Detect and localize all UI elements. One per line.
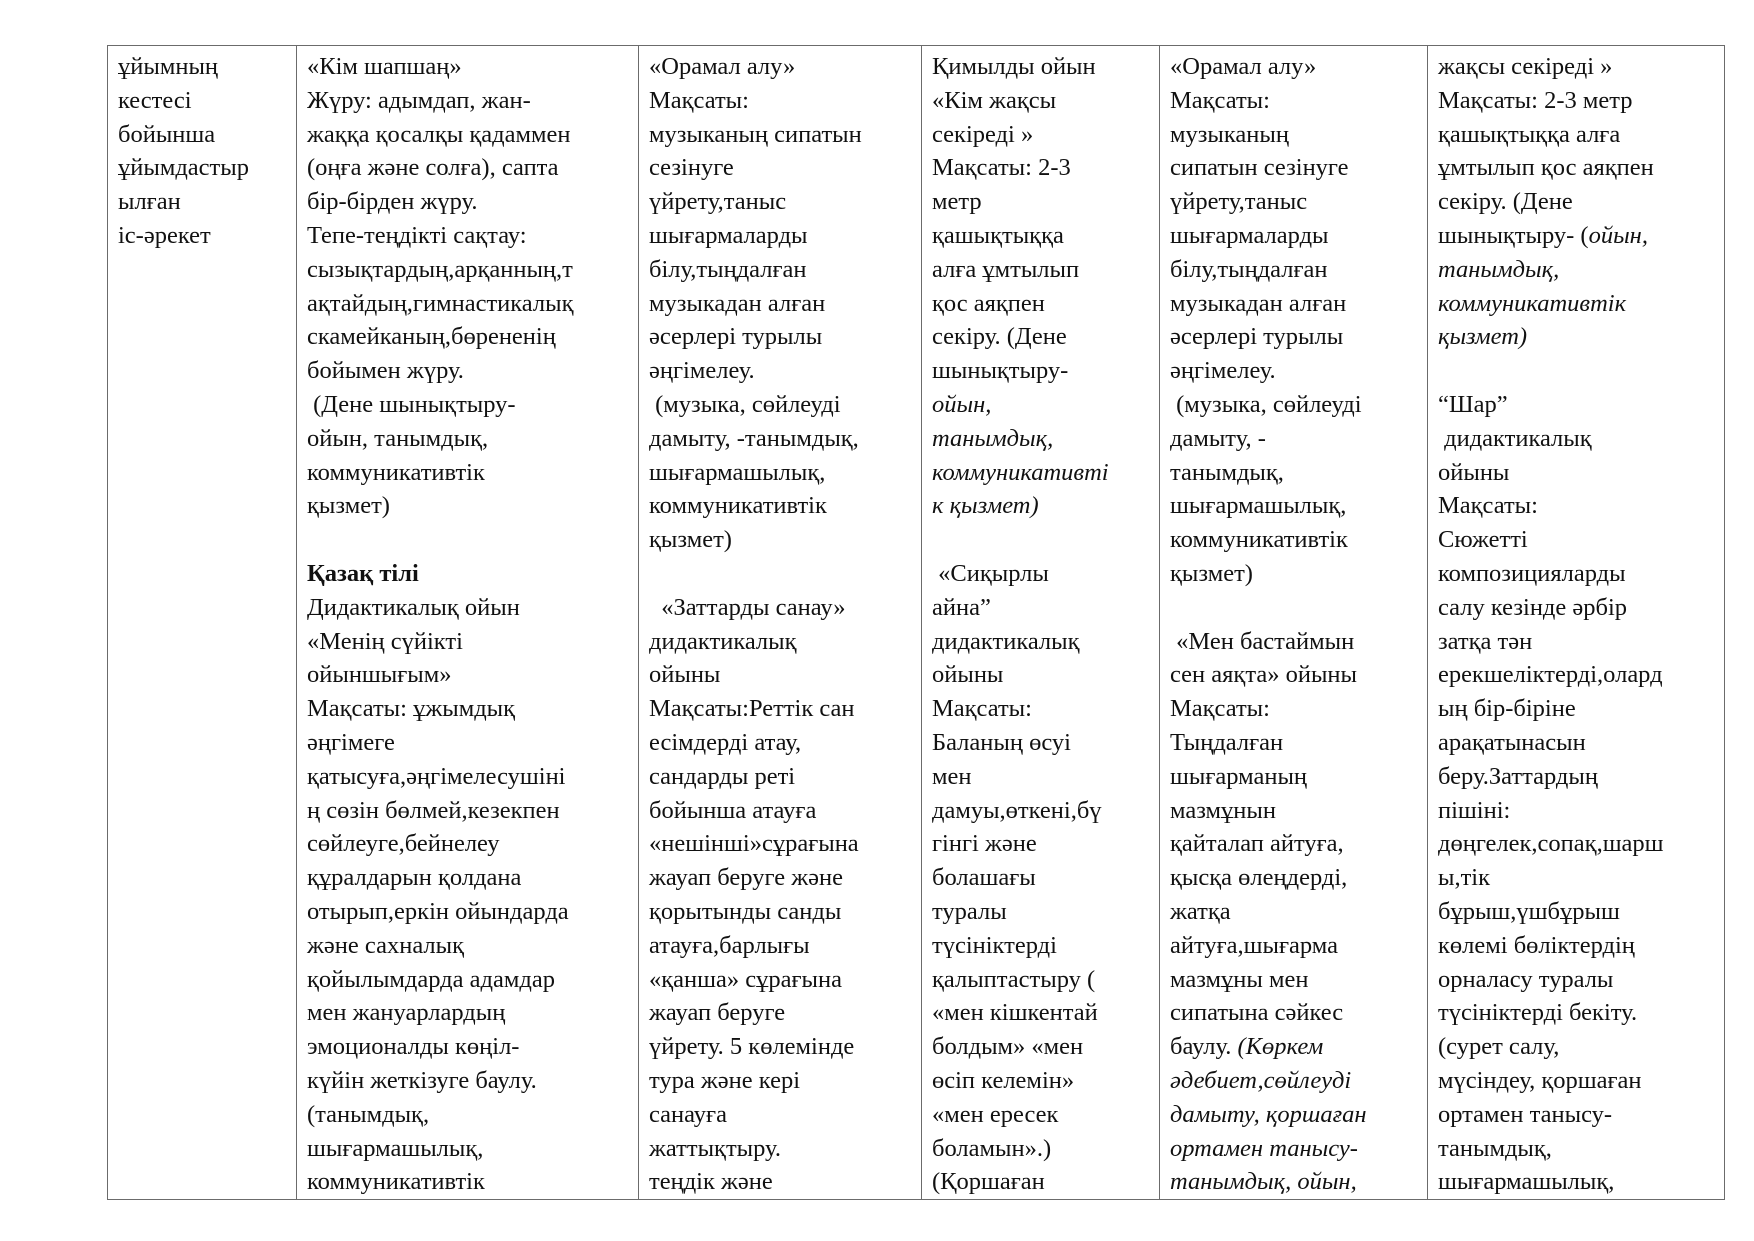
text-line: Дидактикалық ойын: [307, 593, 520, 621]
text-line: отырып,еркін ойындарда: [307, 897, 569, 925]
text-line: бойымен жүру.: [307, 357, 464, 385]
cell-activity-type: [108, 46, 297, 1200]
text-line: арақатынасын: [1438, 728, 1586, 756]
text-line: сызықтардың,арқанның,т: [307, 255, 573, 283]
text-line: қызмет): [1170, 559, 1253, 587]
text-line: сезінуге: [649, 154, 734, 182]
text-line: бойынша атауға: [649, 796, 817, 824]
text-line: айтуға,шығарма: [1170, 931, 1339, 959]
text-line: мен жануарлардың: [307, 999, 506, 1027]
text-line: бойынша: [118, 120, 216, 148]
text-line: ойын,: [932, 390, 992, 418]
text-line: коммуникативтік: [649, 492, 827, 520]
text-line: [1438, 219, 1716, 253]
text-line: (сурет салу,: [1438, 1033, 1560, 1061]
text-line: «Орамал алу»: [1170, 53, 1317, 80]
cell-day-1: [297, 46, 639, 1200]
text-line: қызмет): [1438, 323, 1528, 351]
text-line: шығармашылық,: [1438, 1168, 1615, 1196]
text-line: композицияларды: [1438, 559, 1626, 587]
text-line: әдебиет,сөйлеуді: [1170, 1066, 1352, 1094]
text-line: ұмтылып қос аяқпен: [1438, 154, 1654, 182]
text-line: сандарды реті: [649, 762, 796, 790]
text-line: көлемі бөліктердің: [1438, 931, 1635, 959]
text-line: әңгімеге: [307, 728, 395, 756]
text-line: «Сиқырлы: [932, 559, 1049, 587]
text-line: қайталап айтуға,: [1170, 830, 1344, 858]
text-line: жауап беруге: [649, 999, 786, 1027]
text-line: шығармашылық,: [649, 458, 826, 486]
text-line: сен аяқта» ойыны: [1170, 661, 1357, 689]
text-line: білу,тыңдалған: [1170, 255, 1328, 283]
text-line: үйрету,таныс: [1170, 188, 1308, 216]
text-line: (танымдық,: [307, 1100, 430, 1128]
text-line: жақсы секіреді »: [1438, 53, 1613, 80]
text-run: шынықтыру- (: [1438, 221, 1589, 249]
text-line: секіру. (Дене: [932, 323, 1067, 351]
text-line: (оңға және солға), сапта: [307, 154, 559, 182]
text-line: шығармаларды: [649, 221, 808, 249]
text-line: мүсіндеу, қоршаған: [1438, 1066, 1642, 1094]
text-line: ойыны: [1438, 458, 1510, 486]
text-line: [1170, 591, 1419, 625]
text-line: секіру. (Дене: [1438, 188, 1573, 216]
text-line: [1438, 354, 1716, 388]
text-line: әсерлері турылы: [649, 323, 823, 351]
text-line: (Дене шынықтыру-: [307, 390, 516, 418]
text-line: затқа тән: [1438, 627, 1533, 655]
text-line: қатысуға,әңгімелесушіні: [307, 762, 566, 790]
text-line: қысқа өлеңдерді,: [1170, 864, 1348, 892]
text-line: әсерлері турылы: [1170, 323, 1344, 351]
text-line: коммуникативті: [932, 458, 1109, 486]
text-line: салу кезінде әрбір: [1438, 593, 1628, 621]
text-line: «нешінші»сұрағына: [649, 830, 859, 858]
text-line: түсініктерді: [932, 931, 1057, 959]
text-line: бұрыш,үшбұрыш: [1438, 897, 1620, 925]
text-line: ойын, танымдық,: [307, 424, 489, 452]
text-line: “Шар”: [1438, 390, 1508, 418]
schedule-table: [107, 45, 1725, 1200]
text-line: музыканың: [1170, 120, 1289, 148]
text-line: Қазақ тілі: [307, 559, 419, 587]
text-line: құралдарын қолдана: [307, 864, 522, 892]
text-line: ұйымдастыр: [118, 154, 249, 182]
text-line: шығармаларды: [1170, 221, 1329, 249]
text-line: дамыту, қоршаған: [1170, 1100, 1367, 1128]
text-line: айна”: [932, 593, 991, 621]
text-line: Мақсаты:: [1170, 695, 1270, 723]
text-line: (музыка, сөйлеуді: [1170, 390, 1362, 418]
text-line: мен: [932, 762, 972, 790]
text-line: «Кім шапшаң»: [307, 53, 462, 80]
text-line: «Орамал алу»: [649, 53, 796, 80]
text-line: Қимылды ойын: [932, 53, 1096, 80]
text-line: ортамен танысу-: [1438, 1100, 1613, 1128]
text-line: Сюжетті: [1438, 526, 1528, 554]
text-line: музыкадан алған: [1170, 289, 1347, 317]
text-line: әңгімелеу.: [1170, 357, 1276, 385]
text-line: Мақсаты:: [1438, 492, 1538, 520]
text-line: музыканың сипатын: [649, 120, 862, 148]
text-line: [307, 523, 630, 557]
text-line: жаққа қосалқы қадаммен: [307, 120, 571, 148]
text-line: Мақсаты:: [1170, 86, 1270, 114]
text-line: пішіні:: [1438, 796, 1511, 824]
text-line: коммуникативтік: [307, 458, 485, 486]
text-line: «мен ересек: [932, 1100, 1059, 1128]
text-line: танымдық,: [1438, 255, 1560, 283]
text-line: Тыңдалған: [1170, 728, 1284, 756]
text-line: күйін жеткізуге баулу.: [307, 1066, 537, 1094]
text-line: эмоционалды көңіл-: [307, 1033, 520, 1061]
text-line: қос аяқпен: [932, 289, 1045, 317]
text-line: және сахналық: [307, 931, 465, 959]
text-line: дамыту, -: [1170, 424, 1266, 452]
cell-day-5: [1428, 46, 1725, 1200]
text-line: Мақсаты: 2-3 метр: [1438, 86, 1633, 114]
text-line: ақтайдың,гимнастикалық: [307, 289, 574, 317]
text-line: Мақсаты:Реттік сан: [649, 695, 855, 723]
text-line: есімдерді атау,: [649, 728, 802, 756]
text-line: ұйымның: [118, 53, 219, 80]
text-line: үйрету,таныс: [649, 188, 787, 216]
text-line: қалыптастыру (: [932, 965, 1096, 993]
text-line: білу,тыңдалған: [649, 255, 807, 283]
text-line: үйрету. 5 көлемінде: [649, 1033, 855, 1061]
text-line: коммуникативтік: [307, 1168, 485, 1196]
cell-day-4: [1160, 46, 1428, 1200]
text-line: шығарманың: [1170, 762, 1308, 790]
text-line: гінгі және: [932, 830, 1037, 858]
text-line: танымдық, ойын,: [1170, 1168, 1357, 1196]
text-line: болдым» «мен: [932, 1033, 1084, 1061]
text-line: дамыту, -танымдық,: [649, 424, 859, 452]
text-line: Мақсаты: ұжымдық: [307, 695, 516, 723]
text-line: ойыншығым»: [307, 661, 452, 689]
text-line: сөйлеуге,бейнелеу: [307, 830, 500, 858]
text-line: жатқа: [1170, 897, 1231, 925]
text-line: «қанша» сұрағына: [649, 965, 842, 993]
text-run: ойын,: [1588, 221, 1648, 249]
text-line: алға ұмтылып: [932, 255, 1080, 283]
text-line: метр: [932, 188, 982, 216]
text-line: [932, 523, 1151, 557]
text-line: танымдық,: [932, 424, 1054, 452]
text-line: мазмұнын: [1170, 796, 1276, 824]
text-line: болашағы: [932, 864, 1036, 892]
text-line: секіреді »: [932, 120, 1034, 148]
text-line: дидактикалық: [1438, 424, 1592, 452]
text-line: ортамен танысу-: [1170, 1134, 1358, 1162]
cell-day-3: [922, 46, 1160, 1200]
text-line: жаттықтыру.: [649, 1134, 781, 1162]
text-line: «Менің сүйікті: [307, 627, 463, 655]
text-line: боламын».): [932, 1134, 1052, 1162]
text-line: орналасу туралы: [1438, 965, 1614, 993]
text-line: коммуникативтік: [1170, 526, 1348, 554]
text-line: дамуы,өткені,бү: [932, 796, 1102, 824]
text-line: шығармашылық,: [307, 1134, 484, 1162]
text-line: дидактикалық: [932, 627, 1080, 655]
text-line: (Қоршаған: [932, 1168, 1045, 1196]
text-line: дөңгелек,сопақ,шарш: [1438, 830, 1664, 858]
text-line: тура және кері: [649, 1066, 801, 1094]
text-line: беру.Заттардың: [1438, 762, 1598, 790]
text-line: музыкадан алған: [649, 289, 826, 317]
text-line: шынықтыру-: [932, 357, 1069, 385]
text-line: түсініктерді бекіту.: [1438, 999, 1638, 1027]
text-line: «Мен бастаймын: [1170, 627, 1355, 655]
text-line: танымдық,: [1438, 1134, 1552, 1162]
text-line: коммуникативтік: [1438, 289, 1627, 317]
text-line: атауға,барлығы: [649, 931, 810, 959]
text-line: ы,тік: [1438, 864, 1491, 892]
text-line: танымдық,: [1170, 458, 1284, 486]
text-line: ойыны: [649, 661, 721, 689]
text-line: [649, 557, 913, 591]
text-line: ерекшеліктерді,олард: [1438, 661, 1663, 689]
text-line: өсіп келемін»: [932, 1066, 1075, 1094]
text-line: Жүру: адымдап, жан-: [307, 86, 531, 114]
text-line: «Кім жақсы: [932, 86, 1057, 114]
text-line: мазмұны мен: [1170, 965, 1309, 993]
text-line: скамейканың,бөрененің: [307, 323, 556, 351]
cell-day-2: [639, 46, 922, 1200]
text-line: қойылымдарда адамдар: [307, 965, 555, 993]
text-line: қорытынды санды: [649, 897, 842, 925]
text-line: ң сөзін бөлмей,кезекпен: [307, 796, 560, 824]
text-run: баулу.: [1170, 1033, 1238, 1061]
text-line: бір-бірден жүру.: [307, 188, 478, 216]
text-line: кестесі: [118, 86, 192, 114]
text-line: сипатына сәйкес: [1170, 999, 1344, 1027]
text-line: дидактикалық: [649, 627, 797, 655]
text-line: теңдік және: [649, 1168, 773, 1196]
text-line: туралы: [932, 897, 1007, 925]
text-line: «мен кішкентай: [932, 999, 1098, 1027]
text-line: Мақсаты:: [932, 695, 1032, 723]
text-line: сипатын сезінуге: [1170, 154, 1349, 182]
text-line: қызмет): [649, 526, 732, 554]
text-line: қашықтыққа: [932, 221, 1064, 249]
text-line: санауға: [649, 1100, 727, 1128]
text-line: Мақсаты: 2-3: [932, 154, 1071, 182]
text-line: ың бір-біріне: [1438, 695, 1576, 723]
text-line: Тепе-теңдікті сақтау:: [307, 221, 527, 249]
text-line: ылған: [118, 188, 181, 216]
text-run: (Көркем: [1237, 1033, 1324, 1061]
text-line: к қызмет): [932, 492, 1039, 520]
text-line: Баланың өсуі: [932, 728, 1071, 756]
text-line: қызмет): [307, 492, 390, 520]
table-row: [108, 46, 1725, 1200]
text-line: іс-әрекет: [118, 221, 211, 249]
text-line: Мақсаты:: [649, 86, 749, 114]
text-line: (музыка, сөйлеуді: [649, 390, 841, 418]
text-line: [1170, 1030, 1419, 1064]
text-line: шығармашылық,: [1170, 492, 1347, 520]
text-line: «Заттарды санау»: [649, 593, 846, 621]
text-line: әңгімелеу.: [649, 357, 755, 385]
text-line: қашықтыққа алға: [1438, 120, 1621, 148]
text-line: ойыны: [932, 661, 1004, 689]
text-line: жауап беруге және: [649, 864, 843, 892]
